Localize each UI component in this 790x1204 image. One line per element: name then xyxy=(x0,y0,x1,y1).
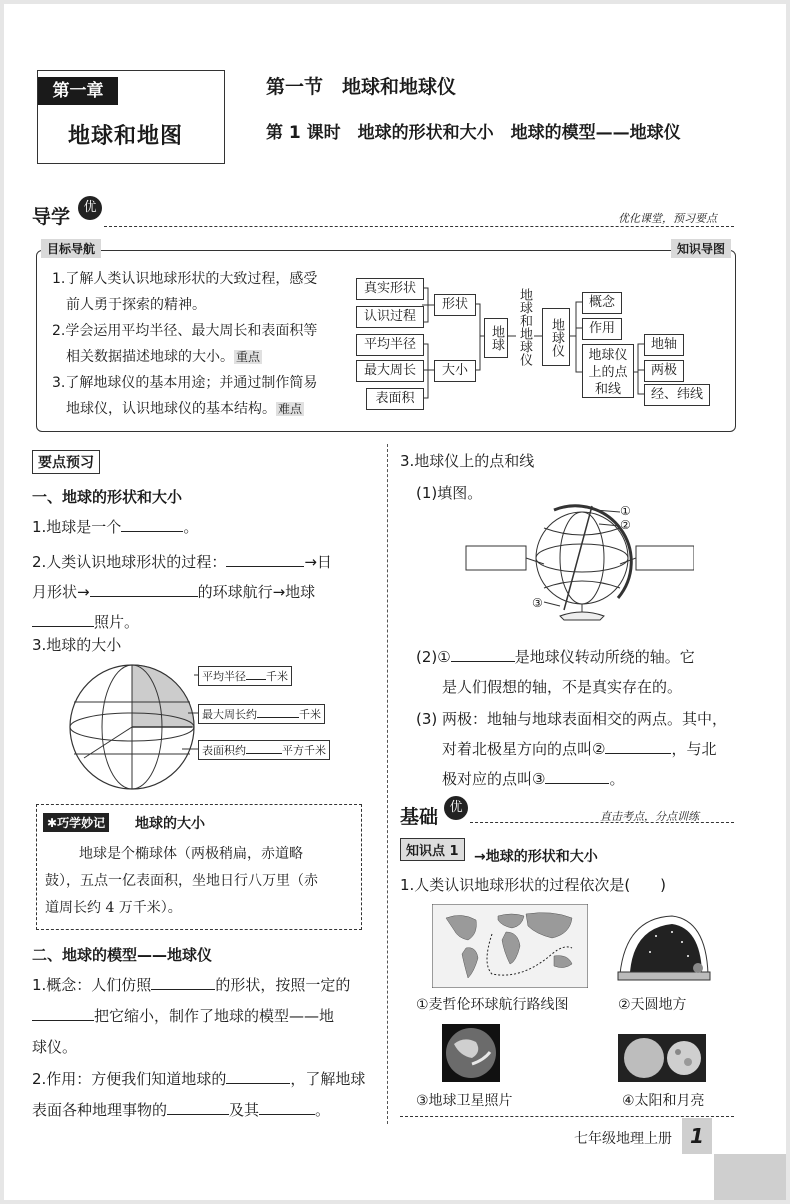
jichu-badge: 优 xyxy=(444,796,468,820)
option-3: ③地球卫星照片 xyxy=(416,1093,513,1109)
node-globe: 地球仪 xyxy=(542,308,570,366)
blank[interactable] xyxy=(121,517,183,532)
tip-title: 地球的大小 xyxy=(135,816,205,832)
blank[interactable] xyxy=(151,975,215,990)
concept: 1.概念：人们仿照 的形状，按照一定的 把它缩小，制作了地球的模型——地 球仪。 xyxy=(32,976,351,1056)
satellite-photo-image xyxy=(442,1024,500,1082)
preview-tag: 要点预习 xyxy=(32,450,100,474)
q3-title: 3.地球仪上的点和线 xyxy=(400,452,535,470)
node-points-lines: 地球仪上的点和线 xyxy=(582,344,634,398)
section-title: 第一节 地球和地球仪 xyxy=(266,76,457,98)
s1-title: 一、地球的形状和大小 xyxy=(32,488,183,506)
circ-label: 最大周长约 千米 xyxy=(198,704,325,724)
label-leaders xyxy=(164,664,204,764)
part2: (2)① 是地球仪转动所绕的轴。它 是人们假想的轴，不是真实存在的。 xyxy=(416,648,695,696)
blank[interactable] xyxy=(226,552,304,567)
node-size: 大小 xyxy=(434,360,476,382)
q2: 2.人类认识地球形状的过程： →日 月形状→ 的环球航行→地球 照片。 xyxy=(32,553,332,631)
objective-item: 2.学会运用平均半径、最大周长和表面积等 相关数据描述地球的大小。 重点 xyxy=(52,323,318,365)
footer-book: 七年级地理上册 xyxy=(574,1131,672,1147)
function: 2.作用：方便我们知道地球的 ，了解地球 表面各种地理事物的 及其 。 xyxy=(32,1070,366,1119)
jichu-slogan: 直击考点，分点训练 xyxy=(600,810,699,823)
objectives-tag: 目标导航 xyxy=(41,239,101,258)
option-2: ②天圆地方 xyxy=(618,997,687,1013)
star-icon: ✱ xyxy=(47,816,58,830)
marker-2: ② xyxy=(620,518,631,532)
radius-label: 平均半径 千米 xyxy=(198,666,292,686)
node-max-circ: 最大周长 xyxy=(356,360,424,382)
option-1: ①麦哲伦环球航行路线图 xyxy=(416,997,569,1013)
tip-box xyxy=(36,804,362,930)
node-poles: 两极 xyxy=(644,360,684,382)
mindmap-tag: 知识导图 xyxy=(671,239,731,258)
page-corner-shadow xyxy=(714,1154,786,1200)
key-mark: 重点 xyxy=(236,350,261,364)
blank[interactable] xyxy=(167,1100,229,1115)
sun-moon-image xyxy=(618,1034,706,1082)
blank[interactable] xyxy=(545,769,609,784)
daoxue-badge-text: 优 xyxy=(83,200,97,215)
q1: 1.地球是一个 。 xyxy=(32,518,199,536)
globe-diagram xyxy=(464,502,694,622)
q3: 3.地球的大小 xyxy=(32,636,122,654)
node-avg-radius: 平均半径 xyxy=(356,334,424,356)
node-axis: 地轴 xyxy=(644,334,684,356)
node-function: 作用 xyxy=(582,318,622,340)
magellan-map-image xyxy=(432,904,588,988)
blank[interactable] xyxy=(226,1069,290,1084)
blank[interactable] xyxy=(605,739,671,754)
blank[interactable] xyxy=(32,1006,94,1021)
exercise-1: 1.人类认识地球形状的过程依次是( ) xyxy=(400,876,667,894)
blank[interactable] xyxy=(259,1100,315,1115)
s2-title: 二、地球的模型——地球仪 xyxy=(32,946,213,964)
objective-item: 3.了解地球仪的基本用途；并通过制作简易 地球仪，认识地球仪的基本结构。 难点 xyxy=(52,375,318,417)
blank[interactable] xyxy=(32,612,94,627)
part3: (3) 两极：地轴与地球表面相交的两点。其中， 对着北极星方向的点叫② ，与北 极对应的点叫③ 。 xyxy=(416,710,728,788)
node-concept: 概念 xyxy=(582,292,622,314)
marker-3: ③ xyxy=(532,596,543,610)
jichu-rule xyxy=(470,822,734,823)
node-area: 表面积 xyxy=(366,388,424,410)
daoxue-slogan: 优化课堂，预习要点 xyxy=(618,212,717,225)
jichu-label: 基础 xyxy=(400,806,439,828)
sky-dome-image xyxy=(616,912,712,982)
column-divider xyxy=(387,444,388,1124)
tip-body: 地球是个椭球体（两极稍扁，赤道略 鼓），五点一亿表面积，坐地日行八万里（赤 道周长约 4 万千米）。 xyxy=(45,846,318,916)
blank[interactable] xyxy=(90,582,198,597)
node-earth: 地球 xyxy=(484,318,508,358)
difficulty-mark: 难点 xyxy=(278,402,303,416)
fill-instruction: (1)填图。 xyxy=(416,484,483,502)
node-shape: 形状 xyxy=(434,294,476,316)
tip-tag: ✱巧学妙记 xyxy=(43,813,109,832)
node-process: 认识过程 xyxy=(356,306,424,328)
arrow-icon: → xyxy=(474,849,486,865)
marker-1: ① xyxy=(620,504,631,518)
kp-title: →地球的形状和大小 xyxy=(474,849,598,865)
chapter-title: 地球和地图 xyxy=(68,124,184,149)
kp-tag: 知识点 1 xyxy=(400,838,465,861)
node-center: 地球和地球仪 xyxy=(517,288,532,366)
node-true-shape: 真实形状 xyxy=(356,278,424,300)
area-label: 表面积约 平方千米 xyxy=(198,740,330,760)
lesson-title: 第 1 课时 地球的形状和大小 地球的模型——地球仪 xyxy=(266,123,681,143)
page-number: 1 xyxy=(682,1118,712,1154)
blank[interactable] xyxy=(451,647,515,662)
daoxue-label: 导学 xyxy=(32,206,71,228)
node-latlon: 经、纬线 xyxy=(644,384,710,406)
chapter-badge: 第一章 xyxy=(38,77,118,105)
objective-item: 1.了解人类认识地球形状的大致过程，感受 前人勇于探索的精神。 xyxy=(52,271,318,313)
option-4: ④太阳和月亮 xyxy=(622,1093,705,1109)
textbook-page xyxy=(4,4,786,1200)
footer-rule xyxy=(400,1116,734,1117)
